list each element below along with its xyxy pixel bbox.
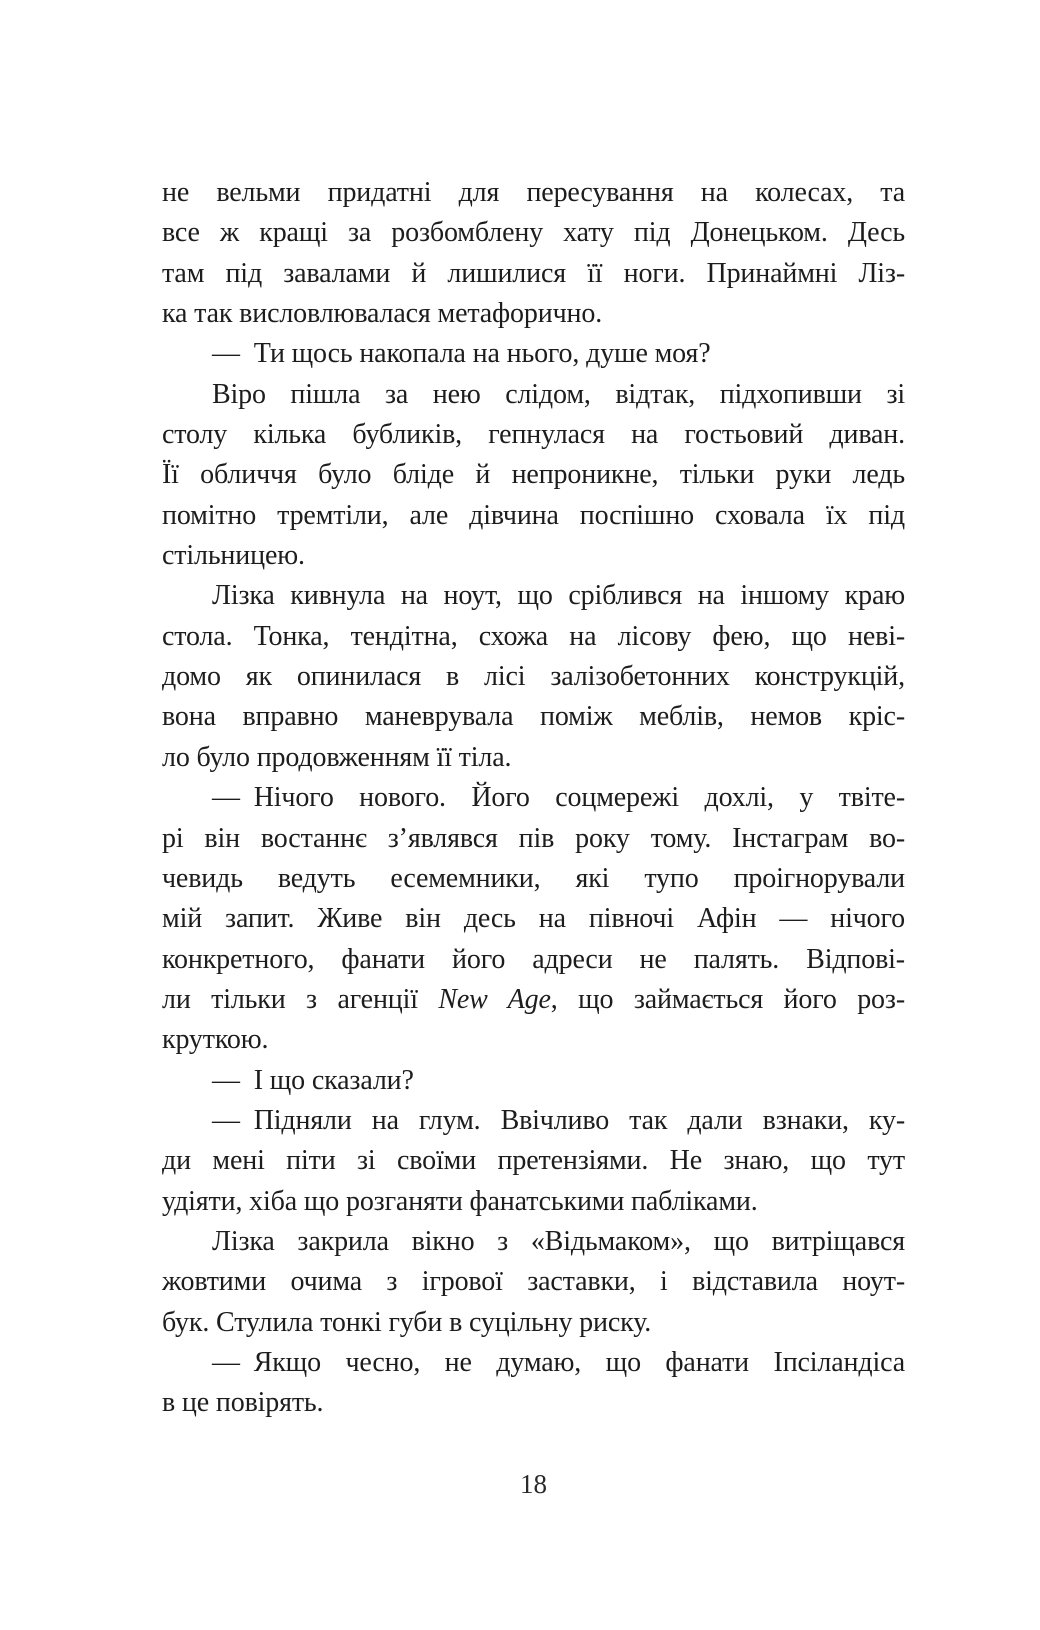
text-line: — Підняли на глум. Ввічливо так дали взнаки, ку- (212, 1104, 905, 1136)
text-line: не вельми придатні для пересування на колесах, та (162, 177, 905, 208)
text-line: вона вправно маневрувала поміж меблів, немов кріс- (162, 701, 905, 733)
text-line: там під завалами й лишилися її ноги. Принаймні Ліз- (162, 257, 905, 289)
text-line (162, 980, 905, 1020)
text-line: — Ти щось накопала на нього, душе моя? (212, 338, 711, 370)
text-line: все ж кращі за розбомблену хату під Донецьком. Десь (162, 217, 905, 249)
body-text (162, 173, 905, 1424)
text-line: домо як опинилася в лісі залізобетонних конструкцій, (162, 661, 905, 693)
text-line: ло було продовженням її тіла. (162, 741, 512, 773)
text-line: жовтими очима з ігрової заставки, і відставила ноут- (162, 1266, 905, 1298)
text-line: бук. Стулила тонкі губи в суцільну риску. (162, 1306, 652, 1338)
text-line: — Якщо чесно, не думаю, що фанати Іпсіландіса (212, 1346, 905, 1378)
text-line: помітно тремтіли, але дівчина поспішно сховала їх під (162, 499, 905, 531)
text-segment: , що займається його роз- (550, 983, 905, 1015)
text-line: удіяти, хіба що розганяти фанатськими пабліками. (162, 1185, 758, 1217)
text-line: стола. Тонка, тендітна, схожа на лісову фею, що неві- (162, 620, 905, 652)
text-line: столу кілька бубликів, гепнулася на гостьовий диван. (162, 419, 905, 451)
text-line: Її обличчя було бліде й непроникне, тільки руки ледь (162, 459, 905, 491)
text-segment: ли тільки з агенції (162, 983, 439, 1015)
italic-text-segment: New Age (438, 983, 551, 1015)
text-line: ди мені піти зі своїми претензіями. Не знаю, що тут (162, 1145, 905, 1177)
text-line: Лізка кивнула на ноут, що сріблився на іншому краю (212, 580, 905, 612)
text-line: стільницею. (162, 540, 305, 572)
text-line: мій запит. Живе він десь на півночі Афін — нічого (162, 903, 905, 935)
page-number: 18 (520, 1469, 547, 1499)
text-line: в це повірять. (162, 1387, 324, 1419)
text-line: Лізка закрила вікно з «Відьмаком», що витріщався (212, 1225, 905, 1257)
text-line: круткою. (162, 1024, 269, 1056)
text-line: — Нічого нового. Його соцмережі дохлі, у твіте- (212, 782, 905, 814)
text-line: — І що сказали? (212, 1064, 414, 1096)
text-line: ка так висловлювалася метафорично. (162, 298, 603, 330)
text-line: Віро пішла за нею слідом, відтак, підхопивши зі (212, 378, 905, 410)
text-line: рі він востаннє з’являвся пів року тому. Інстаграм во- (162, 822, 905, 854)
text-line: чевидь ведуть есемемники, які тупо проігнорували (162, 862, 905, 894)
text-line: конкретного, фанати його адреси не палять. Відпові- (162, 943, 905, 975)
